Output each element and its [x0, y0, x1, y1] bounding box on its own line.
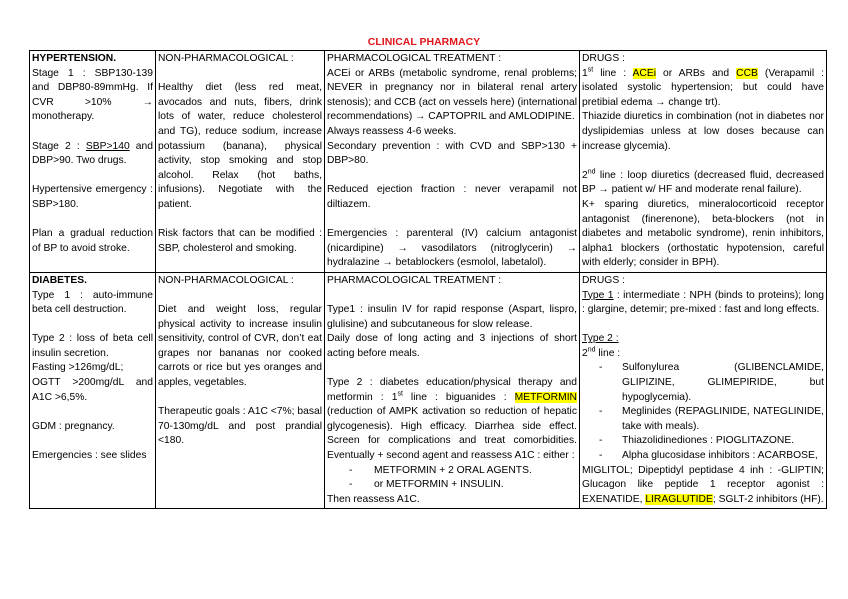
pharm-secondary-text: Secondary prevention : with CVD and SBP>130 + DBP>80.: [327, 140, 577, 167]
pharm-heading: PHARMACOLOGICAL TREATMENT :: [327, 53, 502, 64]
drugs-heading: DRUGS :: [582, 53, 625, 64]
d-type1-treatment: Type1 : insulin IV for rapid response (Aspart, lispro, glulisine) and subcutaneous for slow release.: [327, 304, 577, 330]
list-item: - METFORMIN + 2 ORAL AGENTS.: [327, 464, 577, 479]
ogtt-text: OGTT >200mg/dL and A1C >6,5%.: [32, 377, 153, 403]
drugs-first-line: 1st line : ACEi or ARBs and CCB (Verapamil : isolated systolic hypertension; but could have pretibial edema → change trt).: [582, 66, 825, 108]
diabetes-heading: DIABETES: [32, 274, 85, 286]
fasting-text: Fasting >126mg/dL;: [32, 362, 124, 374]
hypertension-heading: HYPERTENSION: [32, 53, 114, 64]
d-goals-text: Therapeutic goals : A1C <7%; basal 70-130mg/dL and post prandial <180.: [158, 406, 322, 447]
d-nonpharm-diet-text: Diet and weight loss, regular physical activity to increase insulin sensitivity, control of CVR, don’t eat grapes nor bananas nor cooked carrots or rice but yes oranges and apples, vegetables.: [158, 304, 322, 389]
document-title: CLINICAL PHARMACY: [367, 36, 481, 48]
diabetes-row: [30, 272, 827, 509]
list-item: - Meglinides (REPAGLINIDE, NATEGLINIDE, take with meals).: [582, 405, 824, 434]
drugs-second-line: 2nd line : loop diuretics (decreased fluid, decreased BP → patient w/ HF and moderate renal failure).: [582, 168, 824, 196]
d-reassess-text: Then reassess A1C.: [327, 493, 420, 505]
nonpharm-heading: NON-PHARMACOLOGICAL :: [158, 53, 294, 64]
drugs-other-text: K+ sparing diuretics, mineralocorticoid receptor antagonist (finerenone), beta-blockers (not in diabetes and metabolic syndrome), renin inhibitors, alpha1 blockers (orthostatic hypotension, careful with elderly; consider in BPH).: [582, 198, 824, 269]
d-second-line: 2nd line :: [582, 346, 621, 359]
d-nonpharm-heading: NON-PHARMACOLOGICAL :: [158, 274, 294, 286]
drugs-thiazide-text: Thiazide diuretics in combination (not in diabetes nor dyslipidemias unless at low doses because can increase glycemia).: [582, 111, 824, 152]
gdm-text: GDM : pregnancy.: [32, 420, 115, 432]
diabetes-drugs-cell: [580, 272, 827, 509]
d-pharm-heading: PHARMACOLOGICAL TREATMENT :: [327, 274, 502, 286]
hypertension-pharm-cell: [325, 51, 580, 273]
hypertension-overview-cell: HYPERTENSION. Stage 1 : SBP130-139 and DBP80-89mmHg. If CVR >10% → monotherapy. Stage 2 : SBP>140 and DBP>90. Two drugs. Hypertensive emergency : SBP>180. Plan a gradual reduction of BP to avoid stroke.: [30, 51, 156, 273]
list-item: - or METFORMIN + INSULIN.: [327, 478, 577, 493]
list-item: - Sulfonylurea (GLIBENCLAMIDE, GLIPIZINE, GLIMEPIRIDE, but hypoglycemia).: [582, 361, 824, 405]
d-daily-dose-text: Daily dose of long acting and 3 injections of short acting before meals.: [327, 333, 577, 359]
emergencies-text: Emergencies : see slides: [32, 450, 147, 462]
diabetes-nonpharm-cell: [156, 272, 325, 509]
clinical-pharmacy-table: [29, 50, 827, 509]
diabetes-pharm-cell: [325, 272, 580, 509]
d-type1-drugs: Type 1 : intermediate : NPH (binds to proteins); long : glargine, detemir; pre-mixed : fast and long effects.: [582, 289, 824, 316]
pharm-reassess-text: Always reassess 4-6 weeks.: [327, 125, 457, 137]
nonpharm-risk-text: Risk factors that can be modified : SBP, cholesterol and smoking.: [158, 228, 322, 254]
d-drugs-heading: DRUGS :: [582, 274, 625, 286]
stage2-text: Stage 2 : SBP>140 and DBP>90. Two drugs.: [32, 140, 153, 167]
d-type2-label: Type 2 :: [582, 333, 619, 345]
pharm-ejection-text: Reduced ejection fraction : never verapamil not diltiazem.: [327, 184, 577, 210]
metformin-options-list: [327, 464, 577, 493]
list-item: - Thiazolidinediones : PIOGLITAZONE.: [582, 434, 824, 449]
type2-text: Type 2 : loss of beta cell insulin secretion.: [32, 333, 153, 359]
type2-drugs-list: [582, 361, 824, 463]
type1-text: Type 1 : auto-immune beta cell destruction.: [32, 289, 153, 316]
pharm-emergency-text: Emergencies : parenteral (IV) calcium antagonist (nicardipine) → vasodilators (nitroglycerin) → hydralazine → betablockers (esmolol, labetalol).: [327, 228, 577, 269]
d-other-drugs: MIGLITOL; Dipeptidyl peptidase 4 inh : -GLIPTIN; Glucagon like peptide 1 receptor agonist : EXENATIDE, LIRAGLUTIDE; SGLT-2 inhibitors (HF).: [582, 464, 824, 505]
hypertension-drugs-cell: [580, 51, 827, 273]
emergency-text: Hypertensive emergency : SBP>180.: [32, 184, 153, 210]
hypertension-nonpharm-cell: [156, 51, 325, 273]
diabetes-overview-cell: DIABETES. Type 1 : auto-immune beta cell destruction. Type 2 : loss of beta cell insulin secretion. Fasting >126mg/dL; OGTT >200mg/dL and A1C >6,5%. GDM : pregnancy. Emergencies : see slides: [30, 272, 156, 509]
d-type2-treatment: Type 2 : diabetes education/physical therapy and metformin : 1st line : biguanides : METFORMIN (reduction of AMPK activation so reduction of hepatic glycogenesis). High efficacy. Diarrhea side effect. Screen for complications and treat comorbidities. Eventually + second agent and reassess A1C : either :: [327, 377, 577, 462]
stage1-text: Stage 1 : SBP130-139 and DBP80-89mmHg. If CVR >10% → monotherapy.: [32, 67, 153, 123]
nonpharm-lifestyle-text: Healthy diet (less red meat, avocados and nuts, fibers, drink lots of water, reduce cholesterol and TG), reduce sodium, increase potassium (banana), physical activity, stop smoking and stop alcohol. Relax (hot baths, infusions). Negotiate with the patient.: [158, 82, 322, 210]
list-item: - Alpha glucosidase inhibitors : ACARBOSE,: [582, 449, 824, 464]
pharm-first-text: ACEi or ARBs (metabolic syndrome, renal problems; NEVER in pregnancy nor in bilateral renal artery stenosis); and CCB (act on vessels here) (international recommendations) → CAPTOPRIL and AMLODIPINE.: [327, 67, 577, 123]
hypertension-row: [30, 51, 827, 273]
plan-text: Plan a gradual reduction of BP to avoid stroke.: [32, 228, 153, 254]
